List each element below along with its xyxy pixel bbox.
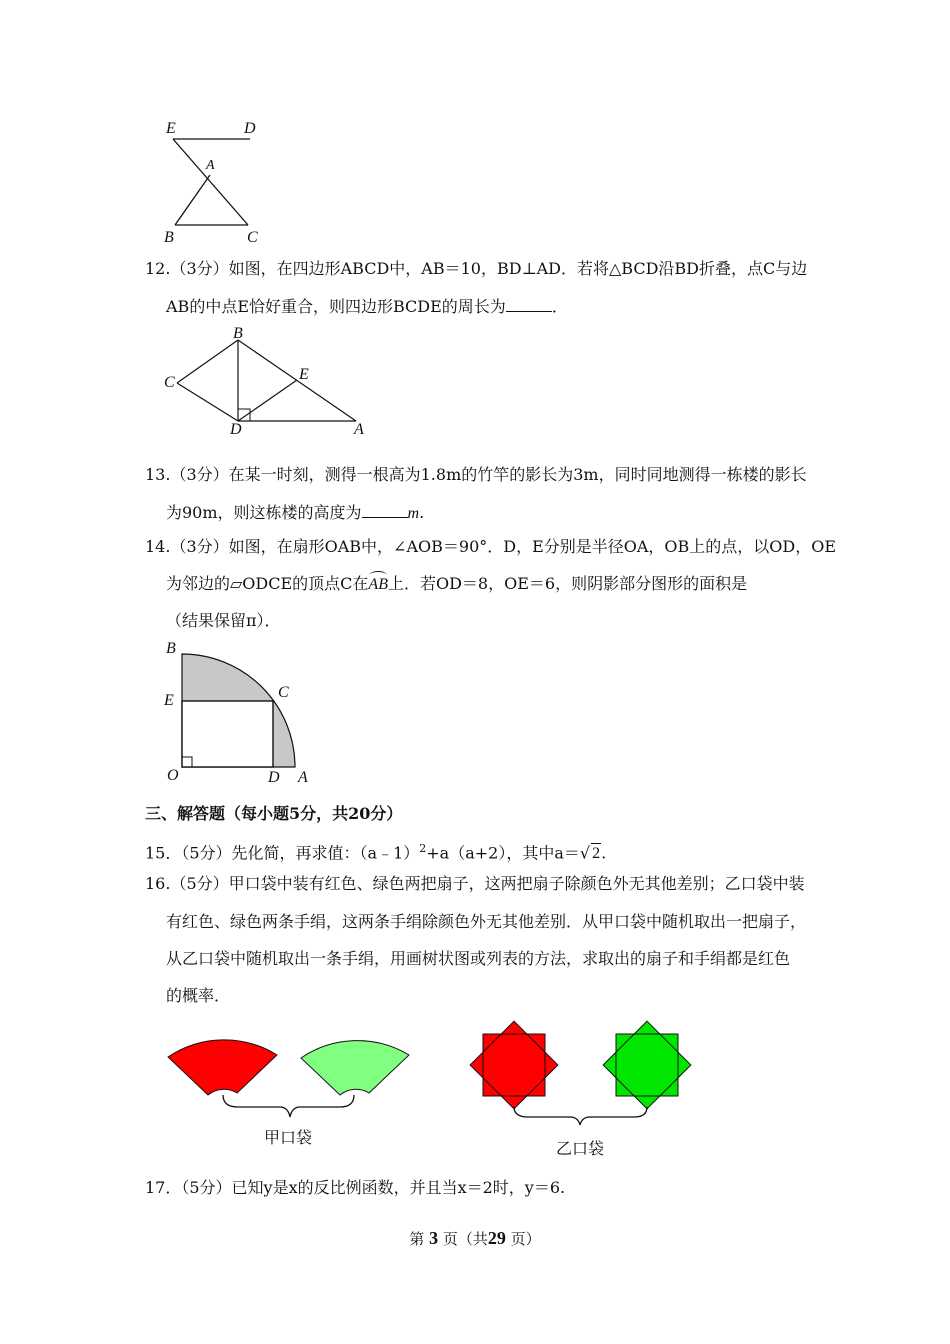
figure-q12 xyxy=(160,325,380,445)
green-fan xyxy=(301,1041,409,1095)
q13-line1: 13.（3分）在某一时刻，测得一根高为1.8m的竹竿的影长为3m，同时同地测得一栋楼的影长 xyxy=(145,465,807,484)
answer-blank xyxy=(362,503,408,518)
label-E: E xyxy=(166,120,176,137)
figure-q14 xyxy=(160,640,320,790)
label-O: O xyxy=(167,767,179,784)
label-A: A xyxy=(298,769,308,786)
label-D: D xyxy=(268,769,280,786)
caption-jia-bag: 甲口袋 xyxy=(264,1128,313,1147)
q16-line1: 16.（5分）甲口袋中装有红色、绿色两把扇子，这两把扇子除颜色外无其他差别；乙口袋中装 xyxy=(145,874,805,893)
label-B: B xyxy=(233,325,243,342)
q14-line1: 14.（3分）如图，在扇形OAB中，∠AOB＝90°．D，E分别是半径OA，OB上的点，以OD，OE xyxy=(145,537,837,556)
q16-line2: 有红色、绿色两条手绢，这两条手绢除颜色外无其他差别．从甲口袋中随机取出一把扇子， xyxy=(166,912,807,931)
section-heading: 三、解答题（每小题5分，共20分） xyxy=(145,804,403,823)
q16-line3: 从乙口袋中随机取出一条手绢，用画树状图或列表的方法，求取出的扇子和手绢都是红色 xyxy=(166,949,791,968)
label-D: D xyxy=(244,120,256,137)
q12-line2: AB的中点E恰好重合，则四边形BCDE的周长为 ． xyxy=(166,297,568,316)
q14-line3: （结果保留π）． xyxy=(166,611,281,630)
label-B: B xyxy=(166,640,176,657)
green-handkerchief xyxy=(603,1021,691,1109)
label-A: A xyxy=(354,421,364,438)
label-A: A xyxy=(206,158,215,173)
label-E: E xyxy=(299,366,309,383)
q14-line2: 为邻边的▱ODCE的顶点C在AB上．若OD＝8，OE＝6，则阴影部分图形的面积是 xyxy=(166,574,748,593)
red-fan xyxy=(168,1040,277,1095)
label-D: D xyxy=(230,421,242,438)
label-B: B xyxy=(164,229,174,246)
q16-line4: 的概率． xyxy=(166,986,231,1005)
caption-yi-bag: 乙口袋 xyxy=(556,1139,605,1158)
label-C: C xyxy=(278,684,289,701)
label-E: E xyxy=(164,692,174,709)
q12-line1: 12.（3分）如图，在四边形ABCD中，AB＝10，BD⊥AD．若将△BCD沿BD折叠，点C与边 xyxy=(145,259,808,278)
page-footer: 第 3 页（共29 页） xyxy=(409,1228,541,1248)
page-number: 3 xyxy=(429,1228,439,1248)
answer-blank xyxy=(506,297,552,312)
arc-AB: AB xyxy=(368,576,388,593)
sqrt-value: 2 xyxy=(592,845,601,863)
label-C: C xyxy=(164,374,175,391)
label-C: C xyxy=(247,229,258,246)
page-total: 29 xyxy=(487,1228,506,1248)
q15-line: 15．（5分）先化简，再求值：（a﹣1）$^2$+a（a+2），其中a＝√ 2. xyxy=(145,842,607,863)
red-handkerchief xyxy=(470,1021,558,1109)
q17-line: 17．（5分）已知y是x的反比例函数，并且当x＝2时，y＝6. xyxy=(145,1178,566,1197)
q13-line2: 为90m，则这栋楼的高度为 m. xyxy=(166,503,425,522)
figure-q16 xyxy=(160,1015,710,1165)
